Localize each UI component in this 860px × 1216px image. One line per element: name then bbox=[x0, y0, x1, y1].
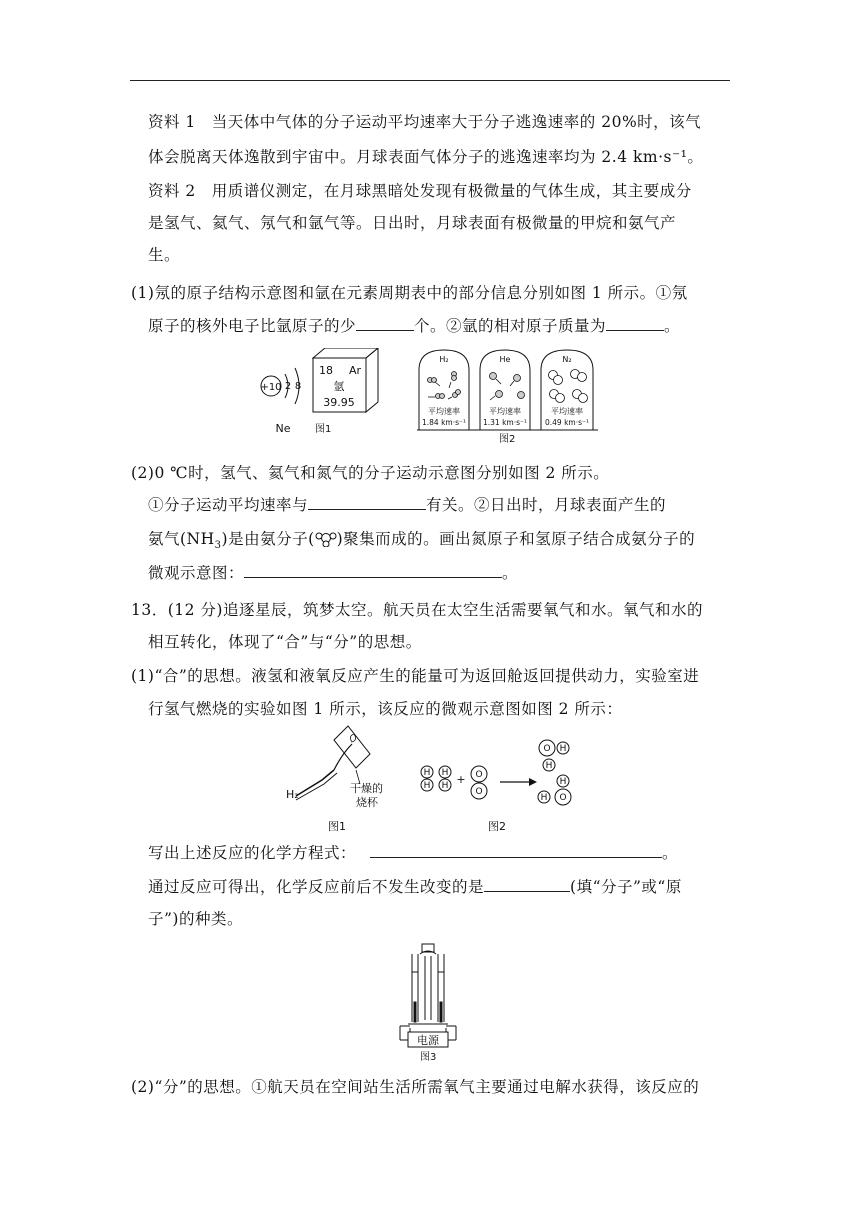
q2-line4-text-b: 。 bbox=[502, 564, 519, 582]
fig1-caption: 图1 bbox=[315, 424, 332, 435]
gas-n2-name: N₂ bbox=[562, 355, 572, 364]
q13-invariant-blank[interactable] bbox=[484, 877, 570, 892]
ne-label: Ne bbox=[275, 422, 291, 435]
q1-line2-text-b: 个。②氩的相对原子质量为 bbox=[414, 317, 607, 335]
q2-line2 bbox=[148, 495, 666, 515]
material2-line1: 资料 2 用质谱仪测定，在月球黑暗处发现有极微量的气体生成，其主要成分 bbox=[148, 182, 692, 200]
atom-h-label: H bbox=[540, 793, 548, 803]
atom-h-label: H bbox=[441, 768, 449, 778]
gas-he-speed: 1.31 km·s⁻¹ bbox=[483, 418, 527, 427]
fig13-2-caption: 图2 bbox=[488, 820, 506, 833]
q2-answer-blank-1[interactable] bbox=[308, 495, 426, 510]
q2-line4-text-a: 微观示意图： bbox=[148, 564, 245, 582]
gas-h2-name: H₂ bbox=[439, 355, 449, 364]
q1-line2 bbox=[148, 316, 680, 336]
atom-o-label: O bbox=[475, 770, 483, 780]
gas-n2-speed: 0.49 km·s⁻¹ bbox=[545, 418, 589, 427]
q2-answer-blank-2[interactable] bbox=[244, 563, 502, 578]
ar-mass: 39.95 bbox=[323, 396, 355, 409]
gas-h2-speed-label: 平均速率 bbox=[428, 407, 460, 416]
q1-answer-blank-1[interactable] bbox=[356, 316, 414, 331]
n2-molecules-icon bbox=[549, 370, 588, 403]
material1-line1: 资料 1 当天体中气体的分子运动平均速率大于分子逃逸速率的 20%时，该气 bbox=[148, 113, 702, 131]
q2-line4 bbox=[148, 563, 518, 583]
atom-h-label: H bbox=[559, 744, 567, 754]
ne-shell2-count: 8 bbox=[294, 381, 302, 392]
fig13-1-caption: 图1 bbox=[328, 820, 346, 833]
h2-gas-label: H₂ bbox=[286, 788, 299, 801]
gas-panels bbox=[417, 350, 598, 430]
ar-symbol: Ar bbox=[349, 364, 362, 377]
material1-line2: 体会脱离天体逸散到宇宙中。月球表面气体分子的逃逸速率均为 2.4 km·s⁻¹。 bbox=[148, 148, 704, 166]
material2-line3: 生。 bbox=[148, 246, 181, 264]
gas-he-name: He bbox=[499, 355, 511, 364]
gas-he-speed-label: 平均速率 bbox=[489, 407, 521, 416]
q2-line2-text-a: ①分子运动平均速率与 bbox=[148, 496, 309, 514]
atom-h-label: H bbox=[441, 781, 449, 791]
argon-element-card bbox=[313, 348, 378, 412]
q13-eq-line1-text-b: 。 bbox=[662, 844, 679, 862]
neon-atom-diagram bbox=[260, 368, 301, 435]
plus-sign: + bbox=[456, 773, 466, 786]
ar-name: 氩 bbox=[333, 380, 345, 393]
q2-line3 bbox=[148, 529, 695, 556]
q13-eq-line2-text-a: 通过反应可得出，化学反应前后不发生改变的是 bbox=[148, 878, 485, 896]
hydrogen-combustion-apparatus bbox=[286, 726, 383, 809]
atom-h-label: H bbox=[423, 768, 431, 778]
material2-line2: 是氢气、氦气、氖气和氩气等。日出时，月球表面有极微量的甲烷和氨气产 bbox=[148, 214, 677, 232]
gas-n2-speed-label: 平均速率 bbox=[551, 407, 583, 416]
gas-h2-speed: 1.84 km·s⁻¹ bbox=[422, 418, 466, 427]
q13-line2: 相互转化，体现了“合”与“分”的思想。 bbox=[148, 633, 422, 651]
q2-line3-sub: 3 bbox=[214, 540, 222, 552]
electrolysis-apparatus-icon bbox=[400, 944, 456, 1047]
q13-1-line2: 行氢气燃烧的实验如图 1 所示，该反应的微观示意图如图 2 所示： bbox=[148, 700, 623, 718]
q13-eq-line2-text-b: (填“分子”或“原 bbox=[570, 878, 682, 896]
q13-2-line1: (2)“分”的思想。①航天员在空间站生活所需氧气主要通过电解水获得，该反应的 bbox=[131, 1078, 700, 1096]
ne-shell1-count: 2 bbox=[284, 381, 292, 392]
q13-eq-line3: 子”)的种类。 bbox=[148, 910, 243, 928]
q13-eq-line1-text-a: 写出上述反应的化学方程式： bbox=[148, 844, 357, 862]
q1-answer-blank-2[interactable] bbox=[606, 316, 664, 331]
atom-o-label: O bbox=[475, 787, 483, 797]
he-atoms-icon bbox=[490, 373, 525, 399]
q1-line2-text-c: 。 bbox=[664, 317, 681, 335]
reaction-arrow-icon bbox=[529, 778, 537, 786]
gas-panel-h2 bbox=[419, 350, 469, 430]
figure-1-and-2 bbox=[255, 348, 605, 444]
figure-3-electrolysis bbox=[398, 942, 460, 1064]
q13-eq-line2 bbox=[148, 877, 682, 897]
q2-line2-text-b: 有关。②日出时，月球表面产生的 bbox=[426, 496, 667, 514]
atom-h-label: H bbox=[423, 781, 431, 791]
figure-13-1-and-2 bbox=[282, 724, 592, 836]
atom-h-label: H bbox=[559, 777, 567, 787]
atom-o-label: O bbox=[559, 793, 567, 803]
q13-eq-line1 bbox=[148, 843, 678, 863]
gas-panel-he bbox=[480, 350, 530, 430]
q2-line3-text-c: )聚集而成的。画出氮原子和氢原子结合成氨分子的 bbox=[336, 530, 696, 548]
q1-line2-text-a: 原子的核外电子比氩原子的少 bbox=[148, 317, 357, 335]
atom-h-label: H bbox=[545, 761, 553, 771]
q2-line3-text-a: 氨气(NH bbox=[148, 530, 215, 548]
fig2-caption: 图2 bbox=[499, 434, 516, 444]
gas-panel-n2 bbox=[541, 350, 593, 430]
q2-line1: (2)0 ℃时，氢气、氦气和氮气的分子运动示意图分别如图 2 所示。 bbox=[131, 464, 610, 482]
reaction-micro-diagram bbox=[421, 740, 571, 805]
ar-atomic-number: 18 bbox=[319, 364, 333, 377]
fig3-caption: 图3 bbox=[420, 1052, 437, 1063]
he-motion-arrows-icon bbox=[490, 379, 514, 400]
ne-nucleus-label: +10 bbox=[260, 382, 282, 393]
power-supply-label: 电源 bbox=[417, 1034, 439, 1047]
beaker-label-line2: 烧杯 bbox=[356, 796, 378, 809]
atom-o-label: O bbox=[543, 744, 551, 754]
ammonia-molecule-icon bbox=[315, 531, 337, 547]
q13-1-line1: (1)“合”的思想。液氢和液氧反应产生的能量可为返回舱返回提供动力，实验室进 bbox=[131, 667, 700, 685]
h2-molecules-icon bbox=[428, 372, 461, 399]
beaker-label-line1: 干燥的 bbox=[350, 782, 383, 795]
q2-line3-text-b: )是由氨分子( bbox=[221, 530, 315, 548]
q13-equation-blank[interactable] bbox=[370, 843, 662, 858]
q1-line1: (1)氖的原子结构示意图和氩在元素周期表中的部分信息分别如图 1 所示。①氖 bbox=[131, 284, 688, 302]
q13-line1: 13．(12 分)追逐星辰，筑梦太空。航天员在太空生活需要氧气和水。氧气和水的 bbox=[131, 601, 703, 619]
top-rule bbox=[130, 80, 730, 81]
